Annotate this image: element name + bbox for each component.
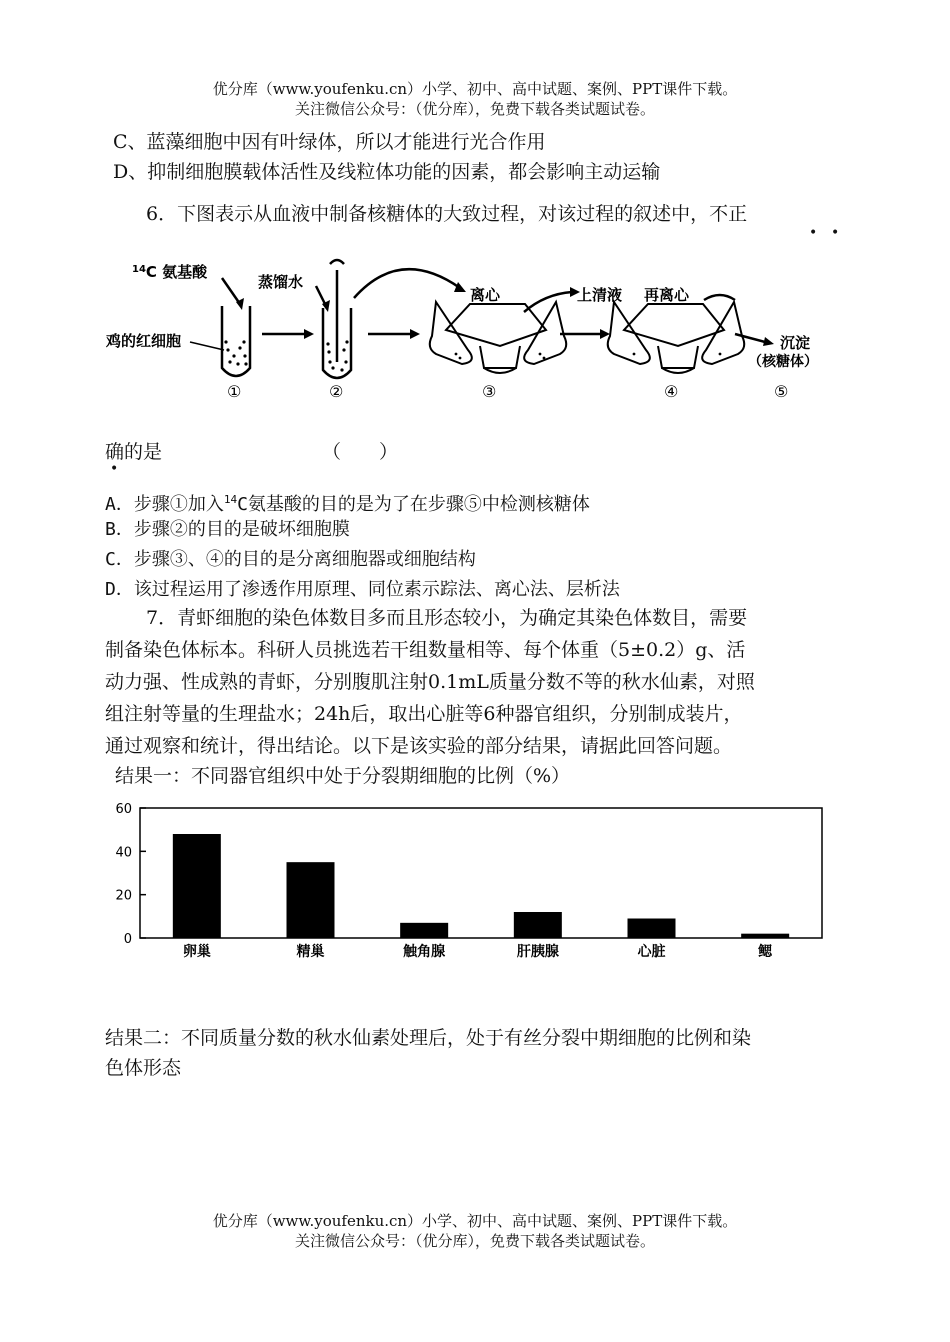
bar-4 xyxy=(628,919,676,939)
svg-text:上清液: 上清液 xyxy=(577,286,623,304)
q6-option-a: A．步骤①加入$^{14}$C氨基酸的目的是为了在步骤⑤中检测核糖体 xyxy=(105,493,590,515)
svg-text:再离心: 再离心 xyxy=(644,286,690,304)
q5-option-d: D、抑制细胞膜载体活性及线粒体功能的因素，都会影响主动运输 xyxy=(113,161,661,183)
q7-para-5: 通过观察和统计，得出结论。以下是该实验的部分结果，请据此回答问题。 xyxy=(105,735,733,757)
emphasis-dot: • xyxy=(831,225,840,241)
x-category-label: 卵巢 xyxy=(182,944,211,960)
ribosome-prep-diagram xyxy=(0,250,950,410)
x-category-label: 心脏 xyxy=(637,944,666,960)
q7-para-4: 组注射等量的生理盐水；24h后，取出心脏等6种器官组织，分别制成装片， xyxy=(105,703,743,725)
x-category-label: 肝胰腺 xyxy=(516,944,559,960)
emphasis-dot: • xyxy=(809,225,818,241)
y-tick-label: 0 xyxy=(123,932,132,947)
y-tick-label: 40 xyxy=(115,845,132,861)
svg-text:⑤: ⑤ xyxy=(774,382,789,401)
svg-text:鸡的红细胞: 鸡的红细胞 xyxy=(106,332,182,350)
q7-result-1-title: 结果一：不同器官组织中处于分裂期细胞的比例（%） xyxy=(115,765,571,787)
q6-option-d: D．该过程运用了渗透作用原理、同位素示踪法、离心法、层析法 xyxy=(105,579,620,600)
svg-text:④: ④ xyxy=(664,382,679,401)
svg-text:蒸馏水: 蒸馏水 xyxy=(258,273,304,291)
x-category-label: 精巢 xyxy=(296,944,325,960)
header-line-1: 优分库（www.youfenku.cn）小学、初中、高中试题、案例、PPT课件下载。 xyxy=(212,80,738,98)
q6-option-c: C．步骤③、④的目的是分离细胞器或细胞结构 xyxy=(105,549,476,570)
bar-5 xyxy=(741,934,789,938)
bar-chart xyxy=(0,800,950,970)
svg-text:②: ② xyxy=(329,382,344,401)
y-tick-label: 60 xyxy=(115,802,132,817)
q7-para-2: 制备染色体标本。科研人员挑选若干组数量相等、每个体重（5±0.2）g、活 xyxy=(105,639,746,661)
q7-para-3: 动力强、性成熟的青虾，分别腹肌注射0.1mL质量分数不等的秋水仙素，对照 xyxy=(105,671,755,693)
q6-answer-paren: （ ） xyxy=(322,441,399,463)
svg-text:14C 氨基酸: $^{14}$C 氨基酸 xyxy=(132,263,208,281)
q7-result-2-line-2: 色体形态 xyxy=(105,1057,182,1079)
q6-stem-cont: 确的是 xyxy=(105,441,163,463)
x-category-label: 鳃 xyxy=(758,944,773,960)
page-header xyxy=(0,79,950,119)
footer-line-2: 关注微信公众号：（优分库），免费下载各类试题试卷。 xyxy=(294,1232,655,1250)
bar-1 xyxy=(287,862,335,938)
bar-2 xyxy=(400,923,448,938)
svg-text:（核糖体）: （核糖体） xyxy=(748,354,818,370)
bar-3 xyxy=(514,912,562,938)
q7-result-2-line-1: 结果二：不同质量分数的秋水仙素处理后，处于有丝分裂中期细胞的比例和染 xyxy=(105,1027,752,1049)
q7-para-1: 7．青虾细胞的染色体数目多而且形态较小，为确定其染色体数目，需要 xyxy=(146,607,748,629)
svg-text:沉淀: 沉淀 xyxy=(780,334,811,352)
q6-option-b: B．步骤②的目的是破坏细胞膜 xyxy=(105,519,350,540)
x-category-label: 触角腺 xyxy=(403,944,446,960)
header-line-2: 关注微信公众号：（优分库），免费下载各类试题试卷。 xyxy=(294,100,655,118)
chart-frame xyxy=(140,808,822,938)
page-footer xyxy=(0,1211,950,1251)
q5-option-c: C、蓝藻细胞中因有叶绿体，所以才能进行光合作用 xyxy=(113,131,546,153)
bar-0 xyxy=(173,834,221,938)
svg-text:①: ① xyxy=(227,382,242,401)
svg-text:离心: 离心 xyxy=(470,286,501,304)
svg-text:③: ③ xyxy=(482,382,497,401)
footer-line-1: 优分库（www.youfenku.cn）小学、初中、高中试题、案例、PPT课件下载。 xyxy=(212,1212,738,1230)
emphasis-dot: • xyxy=(110,461,119,477)
q6-stem: 6．下图表示从血液中制备核糖体的大致过程，对该过程的叙述中，不正 xyxy=(146,203,748,225)
y-tick-label: 20 xyxy=(115,888,132,904)
